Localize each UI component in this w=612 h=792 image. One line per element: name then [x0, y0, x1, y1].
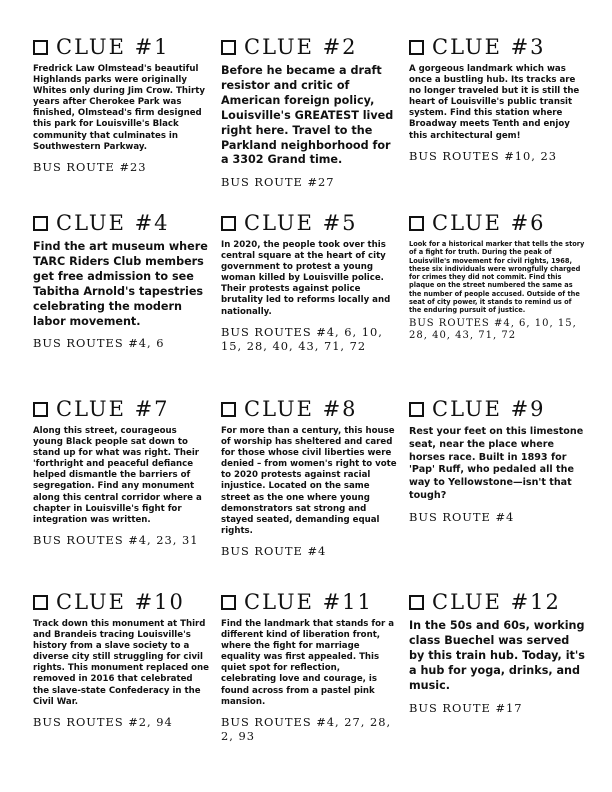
clue-text: For more than a century, this house of worship has sheltered and cared for those whose civil liberties were denied – from women's right to vote to 2020 protests against racial injustice. Located on the same street as the one where young demonstrators sat strong and stayed seated, demanding equal rights. [221, 426, 397, 536]
clue-title: CLUE #1 [56, 34, 170, 59]
clue-title: CLUE #6 [432, 210, 546, 235]
checkbox[interactable] [409, 402, 424, 417]
bus-route: BUS ROUTES #4, 6, 10, 15, 28, 40, 43, 71, 72 [409, 317, 577, 341]
checkbox[interactable] [33, 216, 48, 231]
clue-text: Rest your feet on this limestone seat, near the place where horses race. Built in 1893 for 'Pap' Ruff, who pedaled all the way to Yellowstone—isn't that tough? [409, 426, 584, 501]
clue-title: CLUE #5 [244, 210, 358, 235]
clue-card-5 [221, 210, 397, 353]
clue-card-2 [221, 34, 397, 189]
bus-route: BUS ROUTE #4 [221, 543, 327, 558]
bus-route: BUS ROUTE #4 [409, 509, 515, 524]
clue-text: In 2020, the people took over this central square at the heart of city government to protest a young woman killed by Louisville police. Their protests against police brutality led to reforms locally and nationally. [221, 240, 391, 317]
clue-title: CLUE #9 [432, 396, 546, 421]
clue-text: Look for a historical marker that tells the story of a fight for truth. During the peak of Louisville's movement for civil rights, 1968, these six individuals were wrongfully charged for crimes they did not commit. Find this plaque on the street numbered the same as the number of people accused. Outside of the seat of city power, it stands to remind us of the enduring pursuit of justice. [409, 240, 585, 315]
clue-title: CLUE #7 [56, 396, 170, 421]
bus-route: BUS ROUTE #27 [221, 175, 335, 190]
bus-route: BUS ROUTES #4, 6, 10, 15, 28, 40, 43, 71, 72 [221, 324, 383, 353]
clue-card-4 [33, 210, 209, 350]
clue-card-7 [33, 396, 209, 547]
clue-text: Find the art museum where TARC Riders Club members get free admission to see Tabitha Arnold's tapestries celebrating the modern labor movement. [33, 240, 208, 328]
clue-card-12 [409, 589, 585, 715]
checkbox[interactable] [33, 595, 48, 610]
clue-card-6 [409, 210, 585, 342]
clue-title: CLUE #3 [432, 34, 546, 59]
clue-text: Track down this monument at Third and Brandeis tracing Louisville's history from a slave society to a diverse city still struggling for civil rights. This monument replaced one removed in 2016 that celebrated the slave-state Confederacy in the Civil War. [33, 619, 209, 707]
clue-card-11 [221, 589, 397, 743]
clue-title: CLUE #12 [432, 589, 561, 614]
clue-text: Find the landmark that stands for a different kind of liberation front, where the fight for marriage equality was first appealed. This quiet spot for reflection, celebrating love and courage, is found across from a pastel pink mansion. [221, 619, 395, 707]
clue-title: CLUE #10 [56, 589, 185, 614]
clue-title: CLUE #8 [244, 396, 358, 421]
bus-route: BUS ROUTE #17 [409, 700, 523, 715]
bus-route: BUS ROUTES #2, 94 [33, 714, 173, 729]
clue-card-1 [33, 34, 209, 174]
clue-title: CLUE #4 [56, 210, 170, 235]
clue-title: CLUE #11 [244, 589, 373, 614]
checkbox[interactable] [409, 595, 424, 610]
clue-text: In the 50s and 60s, working class Buechel was served by this train hub. Today, it's a hub for yoga, drinks, and music. [409, 619, 585, 692]
clue-text: A gorgeous landmark which was once a bustling hub. Its tracks are no longer traveled but it is still the heart of Louisville's public transit system. Find this station where Broadway meets Tenth and enjoy this architectural gem! [409, 64, 580, 141]
checkbox[interactable] [33, 402, 48, 417]
bus-route: BUS ROUTES #10, 23 [409, 148, 558, 163]
bus-route: BUS ROUTES #4, 6 [33, 336, 165, 351]
checkbox[interactable] [221, 402, 236, 417]
checkbox[interactable] [33, 40, 48, 55]
clue-card-8 [221, 396, 397, 558]
checkbox[interactable] [221, 595, 236, 610]
bus-route: BUS ROUTE #23 [33, 159, 147, 174]
clue-text: Along this street, courageous young Black people sat down to stand up for what was right. Their 'forthright and peaceful defiance helped dismantle the barriers of segregation. Find any monument along this central corridor where a chapter in Louisville's fight for integration was written. [33, 426, 202, 525]
clue-card-3 [409, 34, 585, 163]
clue-text: Fredrick Law Olmstead's beautiful Highlands parks were originally Whites only during Jim Crow. Thirty years after Cherokee Park was finished, Olmstead's firm designed this park for Louisville's Black community that culminates in Southwestern Parkway. [33, 64, 205, 152]
clue-card-10 [33, 589, 209, 729]
checkbox[interactable] [221, 216, 236, 231]
bus-route: BUS ROUTES #4, 23, 31 [33, 532, 199, 547]
clue-text: Before he became a draft resistor and critic of American foreign policy, Louisville's GREATEST lived right here. Travel to the Parkland neighborhood for a 3302 Grand time. [221, 64, 394, 167]
checkbox[interactable] [409, 40, 424, 55]
checkbox[interactable] [409, 216, 424, 231]
clue-card-9 [409, 396, 585, 524]
clue-title: CLUE #2 [244, 34, 358, 59]
bus-route: BUS ROUTES #4, 27, 28, 2, 93 [221, 714, 392, 743]
checkbox[interactable] [221, 40, 236, 55]
